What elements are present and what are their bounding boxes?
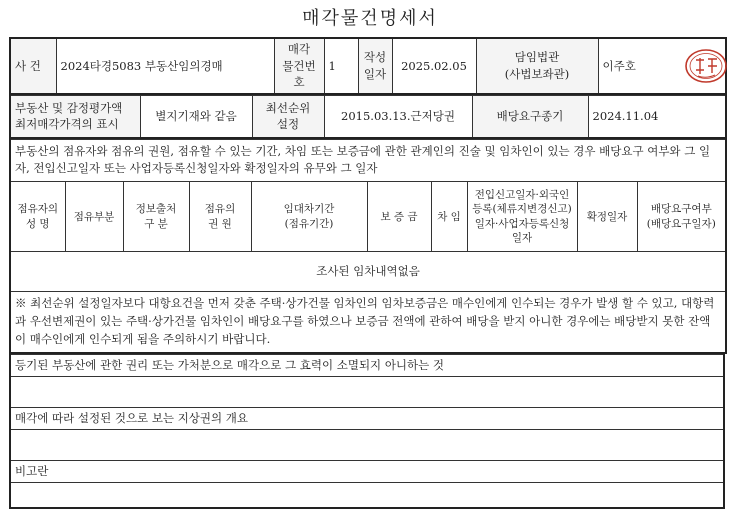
header-table-2	[9, 95, 727, 139]
judge-value: 이주호	[598, 38, 680, 94]
header-fixed-date: 확정일자	[577, 182, 637, 252]
written-date-value: 2025.02.05	[392, 38, 476, 94]
header-deposit: 보 증 금	[367, 182, 431, 252]
deadline-label: 배당요구종기	[472, 96, 588, 138]
priority-label: 최선순위 설정	[252, 96, 324, 138]
item-number-value: 1	[324, 38, 358, 94]
document-title: 매각물건명세서	[302, 8, 438, 29]
header-occupant-name: 점유자의 성 명	[10, 182, 65, 252]
header-lease-period: 임대차기간 (점유기간)	[251, 182, 367, 252]
occupancy-notice: 부동산의 점유자와 점유의 권원, 점유할 수 있는 기간, 차임 또는 보증금에 관한 관계인의 진술 및 임차인이 있는 경우 배당요구 여부와 그 일자, 전입신고일자 또는 사업자등록신청일자와 확정일자의 유무와 그 일자	[10, 139, 726, 182]
occupancy-table	[9, 139, 727, 354]
surface-rights-heading: 매각에 따라 설정된 것으로 보는 지상권의 개요	[10, 407, 724, 429]
no-tenant-notice: 조사된 임차내역없음	[10, 252, 726, 292]
rights-section-heading: 등기된 부동산에 관한 권리 또는 가처분으로 매각으로 그 효력이 소멸되지 아니하는 것	[10, 354, 724, 376]
appraisal-label: 부동산 및 감정평가액 최저매각가격의 표시	[10, 96, 140, 138]
header-occupancy-right: 점유의 권 원	[189, 182, 251, 252]
seal-cell	[680, 38, 726, 94]
priority-value: 2015.03.13.근저당권	[324, 96, 472, 138]
written-date-label: 작성 일자	[358, 38, 392, 94]
judge-seal-icon	[684, 48, 728, 84]
remarks-heading: 비고란	[10, 460, 724, 482]
item-number-label: 매각 물건번호	[274, 38, 324, 94]
header-dividend-request: 배당요구여부 (배당요구일자)	[637, 182, 726, 252]
judge-label: 담임법관 (사법보좌관)	[476, 38, 598, 94]
surface-rights-body	[10, 429, 724, 460]
header-info-source: 정보출처 구 분	[123, 182, 189, 252]
rights-section-body	[10, 376, 724, 407]
occupancy-header-row	[10, 182, 726, 252]
header-move-in-date: 전입신고일자·외국인등록(체류지변경신고)일자·사업자등록신청일자	[467, 182, 577, 252]
case-value: 2024타경5083 부동산임의경매	[56, 38, 274, 94]
warning-notice: ※ 최선순위 설정일자보다 대항요건을 먼저 갖춘 주택·상가건물 임차인의 임차보증금은 매수인에게 인수되는 경우가 발생 할 수 있고, 대항력과 우선변제권이 있는 주택·상가건물 임차인이 배당요구를 하였으나 보증금 전액에 관하여 배당을 받지 아니한 경우에는 배당받지 못한 잔액이 매수인에게 인수되게 됨을 주의하시기 바랍니다.	[10, 292, 726, 353]
deadline-value: 2024.11.04	[588, 96, 726, 138]
appraisal-value: 별지기재와 같음	[140, 96, 252, 138]
sale-statement-form	[9, 37, 725, 509]
header-rent: 차 임	[431, 182, 467, 252]
case-label: 사 건	[10, 38, 56, 94]
header-occupied-part: 점유부분	[65, 182, 123, 252]
remarks-body	[10, 482, 724, 508]
bottom-sections	[9, 354, 725, 509]
header-table-1	[9, 37, 727, 95]
